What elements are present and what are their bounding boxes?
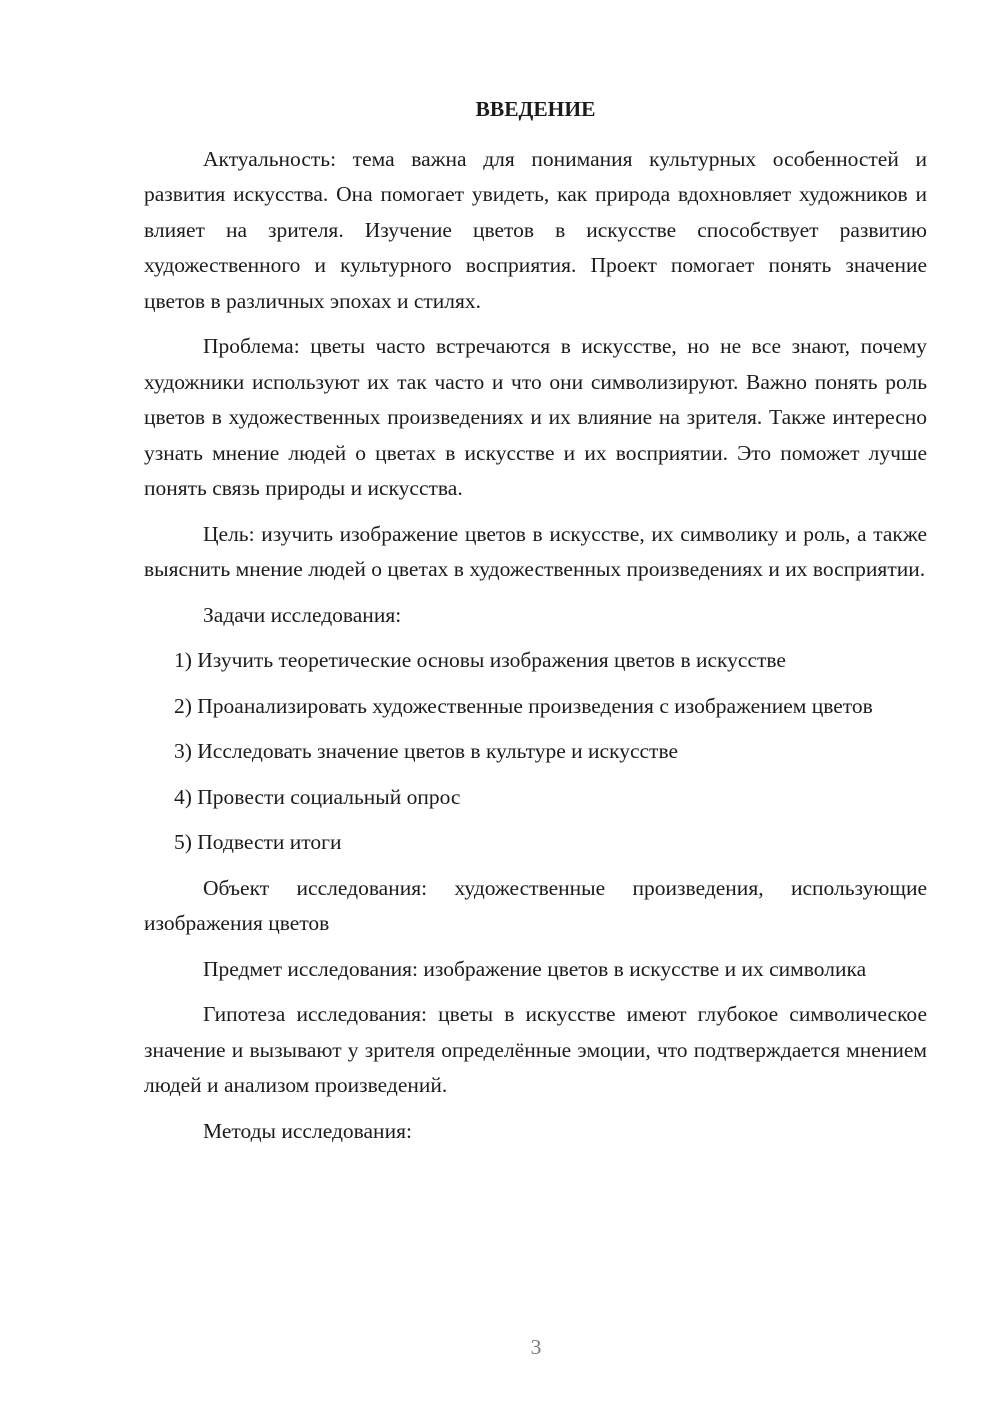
task-item-2: 2) Проанализировать художественные произведения с изображением цветов (174, 693, 873, 718)
paragraph-hypothesis: Гипотеза исследования: цветы в искусстве имеют глубокое символическое значение и вызывают у зрителя определённые эмоции, что подтверждается мнением людей и анализом произведений. (144, 1002, 927, 1097)
paragraph-relevance: Актуальность: тема важна для понимания культурных особенностей и развития искусства. Она помогает увидеть, как природа вдохновляет художников и влияет на зрителя. Изучение цветов в искусстве способствует развитию художественного и культурного восприятия. Проект помогает понять значение цветов в различных эпохах и стилях. (144, 146, 927, 313)
paragraph-subject: Предмет исследования: изображение цветов в искусстве и их символика (203, 956, 867, 981)
task-item-1: 1) Изучить теоретические основы изображения цветов в искусстве (174, 648, 786, 672)
page-number: 3 (530, 1335, 542, 1359)
task-item-3: 3) Исследовать значение цветов в культуре и искусстве (174, 739, 679, 763)
page-content (144, 92, 927, 1159)
paragraph-tasks-heading: Задачи исследования: (203, 602, 402, 627)
paragraph-object: Объект исследования: художественные произведения, использующие изображения цветов (144, 875, 927, 935)
paragraph-goal: Цель: изучить изображение цветов в искусстве, их символику и роль, а также выяснить мнение людей о цветах в художественных произведениях и их восприятии. (144, 521, 927, 581)
section-title: ВВЕДЕНИЕ (475, 97, 596, 121)
paragraph-problem: Проблема: цветы часто встречаются в искусстве, но не все знают, почему художники используют их так часто и что они символизируют. Важно понять роль цветов в художественных произведениях и их влияние на зрителя. Также интересно узнать мнение людей о цветах в искусстве и их восприятии. Это поможет лучше понять связь природы и искусства. (144, 334, 927, 500)
paragraph-methods: Методы исследования: (203, 1118, 412, 1143)
task-item-5: 5) Подвести итоги (174, 830, 342, 854)
task-item-4: 4) Провести социальный опрос (174, 784, 461, 809)
